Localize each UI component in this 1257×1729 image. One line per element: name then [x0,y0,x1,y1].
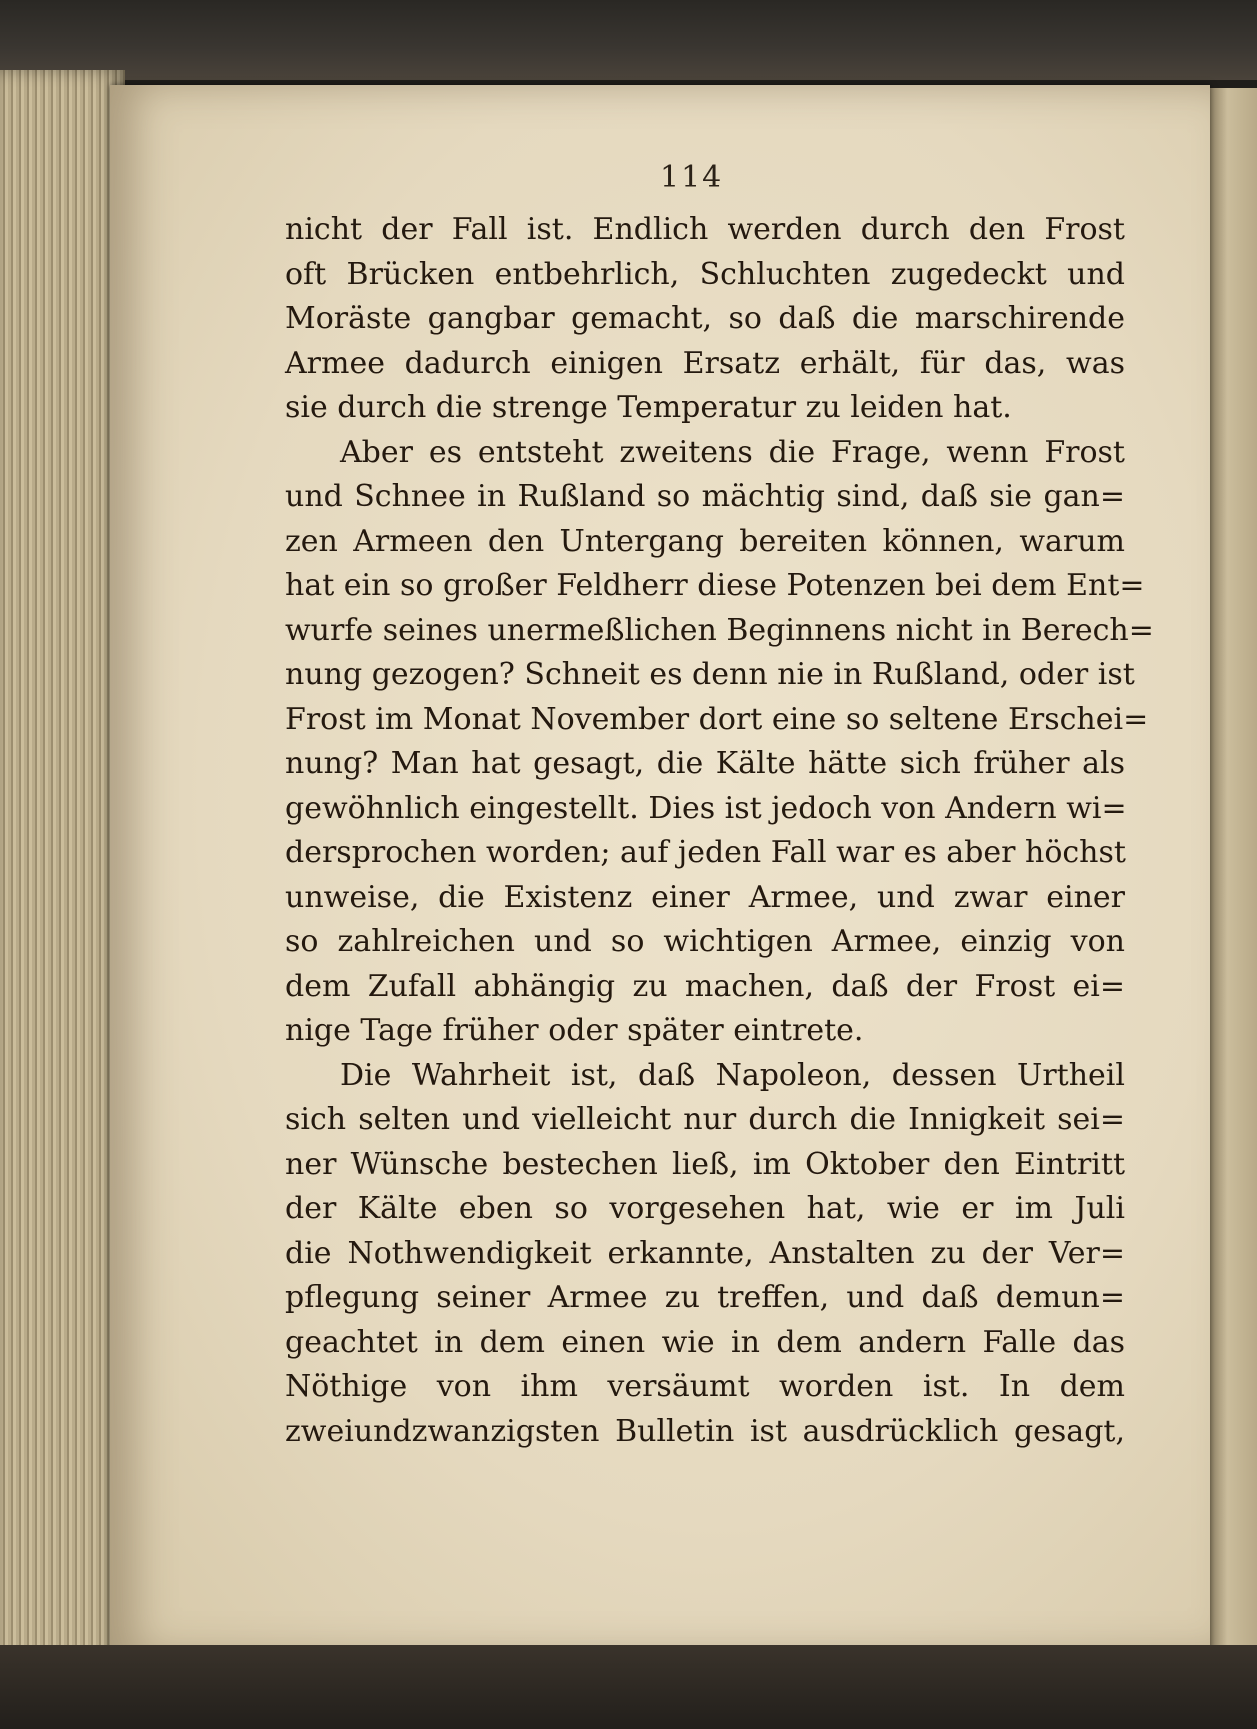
text-line: so zahlreichen und so wichtigen Armee, einzig von [285,924,1125,959]
next-page-edge [1208,88,1257,1648]
text-line: ner Wünsche bestechen ließ, im Oktober den Eintritt [285,1146,1125,1182]
text-line: die Nothwendigkeit erkannte, Anstalten zu der Ver= [285,1235,1125,1271]
text-line: Moräste gangbar gemacht, so daß die marschirende [285,301,1125,336]
text-line: sich selten und vielleicht nur durch die Innigkeit sei= [285,1102,1125,1137]
text-line: gewöhnlich eingestellt. Dies ist jedoch von Andern wi= [285,790,1127,826]
text-line: nung gezogen? Schneit es denn nie in Rußland, oder ist [285,657,1135,692]
page-text [285,208,1154,1454]
page-number: 114 [660,160,724,195]
text-line: und Schnee in Rußland so mächtig sind, daß sie gan= [285,479,1125,514]
text-line: pflegung seiner Armee zu treffen, und daß demun= [285,1280,1125,1315]
text-line: geachtet in dem einen wie in dem andern Falle das [285,1324,1125,1360]
text-line: nige Tage früher oder später eintrete. [285,1013,864,1048]
text-line: der Kälte eben so vorgesehen hat, wie er im Juli [285,1191,1125,1226]
book-cover-bottom [0,1645,1257,1729]
text-line: dem Zufall abhängig zu machen, daß der Frost ei= [285,968,1125,1004]
text-line: hat ein so großer Feldherr diese Potenzen bei dem Ent= [285,568,1145,603]
text-line: nicht der Fall ist. Endlich werden durch den Frost [285,212,1125,247]
text-line: Nöthige von ihm versäumt worden ist. In dem [285,1369,1125,1404]
page-stack-edge [0,70,125,1670]
text-line: zweiundzwanzigsten Bulletin ist ausdrücklich gesagt, [285,1413,1125,1449]
text-line: dersprochen worden; auf jeden Fall war es aber höchst [285,835,1126,870]
text-line: sie durch die strenge Temperatur zu leiden hat. [285,390,1012,425]
text-line: wurfe seines unermeßlichen Beginnens nicht in Berech= [285,612,1154,648]
text-line: zen Armeen den Untergang bereiten können, warum [285,523,1125,559]
text-line: unweise, die Existenz einer Armee, und zwar einer [285,879,1125,915]
text-line: Frost im Monat November dort eine so seltene Erschei= [285,701,1149,737]
text-line: Aber es entsteht zweitens die Frage, wenn Frost [340,434,1125,470]
text-line: Armee dadurch einigen Ersatz erhält, für das, was [285,345,1125,381]
text-line: nung? Man hat gesagt, die Kälte hätte sich früher als [285,746,1125,781]
book-cover-top [0,0,1257,80]
text-line: oft Brücken entbehrlich, Schluchten zugedeckt und [285,256,1125,292]
text-line: Die Wahrheit ist, daß Napoleon, dessen Urtheil [340,1057,1125,1093]
